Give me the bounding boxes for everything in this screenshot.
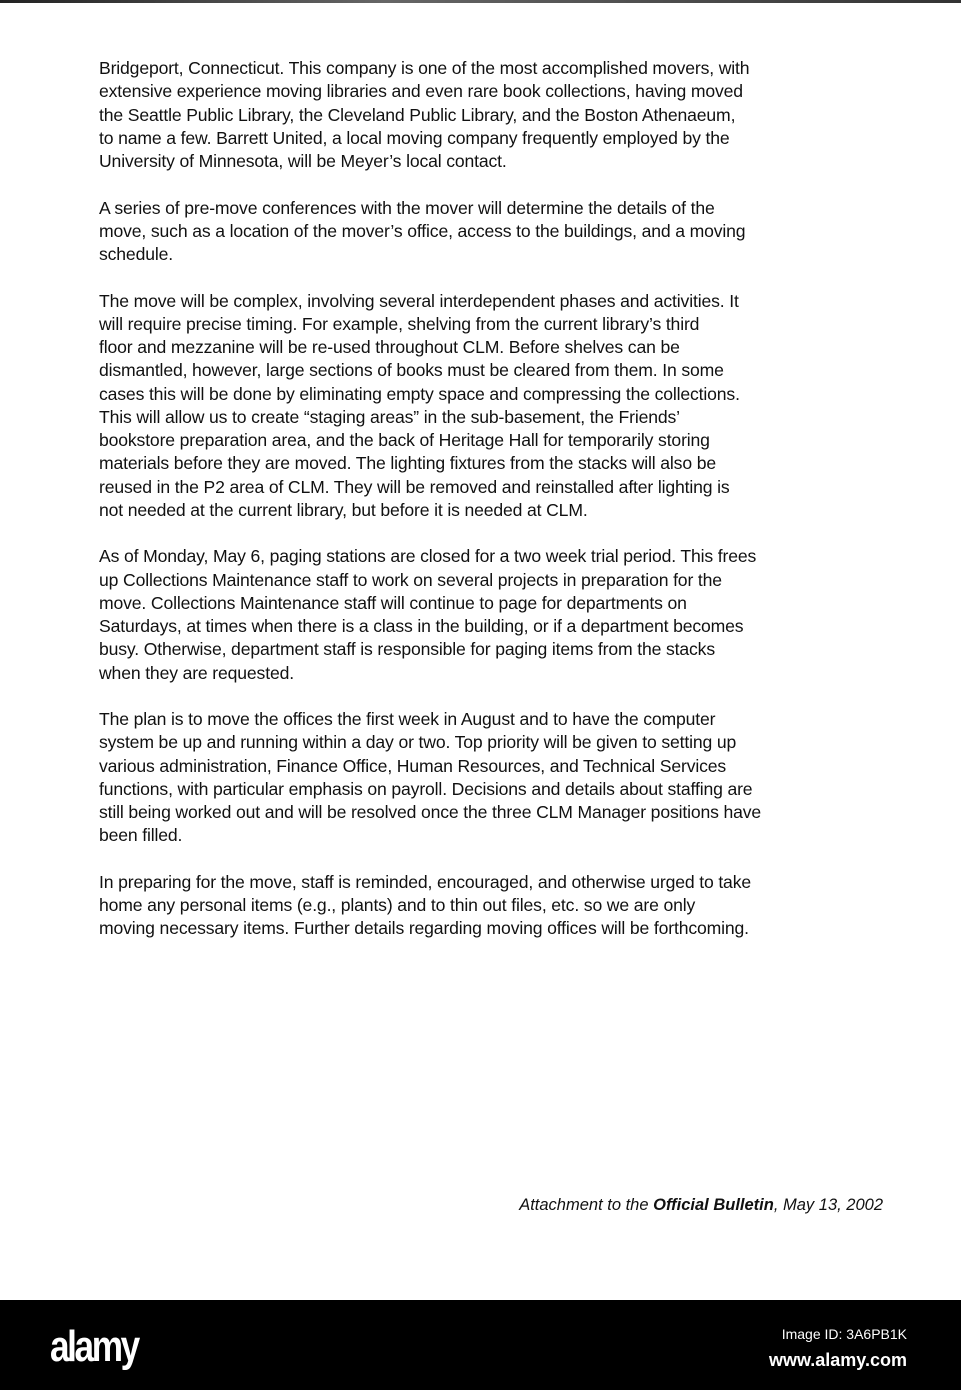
text-line: This will allow us to create “staging areas” in the sub-basement, the Friends’ [99, 406, 680, 427]
text-line: moving necessary items. Further details regarding moving offices will be forthcoming. [99, 918, 749, 939]
footer-prefix: Attachment to the [519, 1196, 654, 1214]
text-line: University of Minnesota, will be Meyer’s local contact. [99, 151, 507, 171]
text-line: materials before they are moved. The lighting fixtures from the stacks will also be [99, 453, 716, 474]
alamy-logo: alamy [50, 1322, 138, 1371]
text-line: various administration, Finance Office, Human Resources, and Technical Services [99, 755, 727, 776]
document-body [99, 57, 889, 964]
text-line: the Seattle Public Library, the Cleveland Public Library, and the Boston Athenaeum, [99, 104, 736, 125]
text-line: In preparing for the move, staff is reminded, encouraged, and otherwise urged to take [99, 871, 751, 892]
footer-publication: Official Bulletin [653, 1196, 774, 1214]
text-line: The plan is to move the offices the first week in August and to have the computer [99, 709, 716, 729]
paragraph [99, 197, 889, 267]
text-line: bookstore preparation area, and the back of Heritage Hall for temporarily storing [99, 430, 710, 450]
text-line: will require precise timing. For example, shelving from the current library’s third [99, 313, 700, 334]
text-line: still being worked out and will be resolved once the three CLM Manager positions have [99, 802, 762, 822]
watermark-bar [0, 1300, 961, 1390]
footer-attribution [519, 1196, 883, 1215]
paragraph [99, 708, 889, 848]
text-line: busy. Otherwise, department staff is responsible for paging items from the stacks [99, 639, 715, 660]
text-line: system be up and running within a day or two. Top priority will be given to setting up [99, 732, 737, 753]
site-url: www.alamy.com [768, 1350, 907, 1370]
footer-date: , May 13, 2002 [773, 1196, 883, 1214]
text-line: home any personal items (e.g., plants) and to thin out files, etc. so we are only [99, 895, 696, 915]
text-line: Bridgeport, Connecticut. This company is one of the most accomplished movers, with [99, 58, 750, 78]
text-line: schedule. [99, 244, 173, 264]
text-line: functions, with particular emphasis on payroll. Decisions and details about staffing are [99, 778, 753, 799]
text-line: extensive experience moving libraries and even rare book collections, having moved [99, 81, 743, 102]
scan-edge [0, 0, 961, 3]
text-line: cases this will be done by eliminating empty space and compressing the collections. [99, 383, 740, 404]
text-line: been filled. [99, 825, 183, 846]
text-line: dismantled, however, large sections of books must be cleared from them. In some [99, 360, 724, 381]
image-id: Image ID: 3A6PB1K [781, 1326, 907, 1342]
paragraph [99, 57, 889, 173]
text-line: not needed at the current library, but before it is needed at CLM. [99, 499, 588, 520]
text-line: The move will be complex, involving several interdependent phases and activities. It [99, 290, 739, 311]
text-line: floor and mezzanine will be re-used throughout CLM. Before shelves can be [99, 337, 680, 357]
paragraph [99, 290, 889, 523]
text-line: to name a few. Barrett United, a local moving company frequently employed by the [99, 127, 730, 148]
text-line: reused in the P2 area of CLM. They will be removed and reinstalled after lighting is [99, 476, 730, 497]
paragraph [99, 871, 889, 941]
text-line: up Collections Maintenance staff to work on several projects in preparation for the [99, 569, 722, 590]
text-line: A series of pre-move conferences with the mover will determine the details of the [99, 197, 715, 218]
text-line: when they are requested. [99, 662, 294, 683]
text-line: Saturdays, at times when there is a class in the building, or if a department becomes [99, 616, 744, 636]
text-line: move, such as a location of the mover’s office, access to the buildings, and a moving [99, 220, 746, 241]
text-line: As of Monday, May 6, paging stations are closed for a two week trial period. This frees [99, 546, 757, 567]
text-line: move. Collections Maintenance staff will continue to page for departments on [99, 592, 687, 613]
paragraph [99, 545, 889, 685]
